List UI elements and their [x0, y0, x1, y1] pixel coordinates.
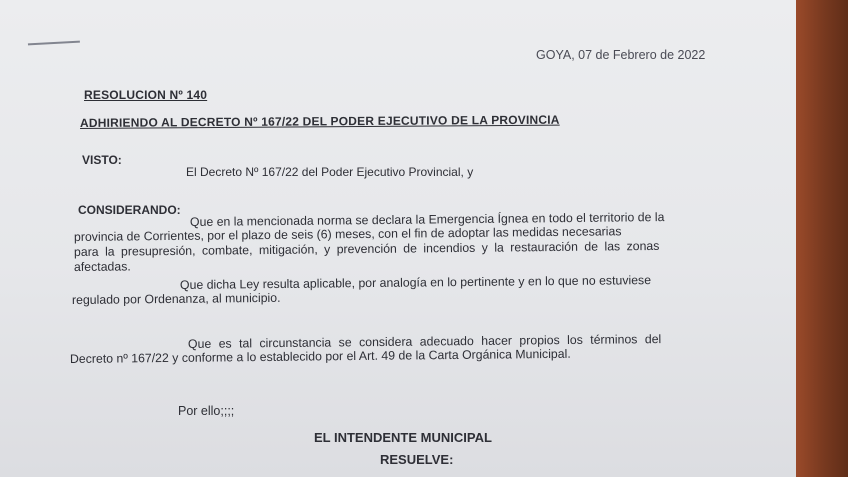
document-date: GOYA, 07 de Febrero de 2022	[536, 48, 706, 62]
considerando-line: Que es tal circunstancia se considera adecuado hacer propios los términos del	[187, 332, 662, 351]
considerando-label: CONSIDERANDO:	[78, 203, 181, 217]
desk-background	[796, 0, 848, 477]
resolution-subject: ADHIRIENDO AL DECRETO Nº 167/22 DEL PODER EJECUTIVO DE LA PROVINCIA	[79, 112, 560, 130]
visto-text: El Decreto Nº 167/22 del Poder Ejecutivo Provincial, y	[186, 165, 474, 179]
considerando-line: Decreto nº 167/22 y conforme a lo establecido por el Art. 49 de la Carta Orgánica Municipal.	[69, 346, 571, 366]
resuelve-heading: RESUELVE:	[380, 452, 454, 467]
considerando-line: para la presupresión, combate, mitigación, y prevención de incendios y la restauración de las zonas	[73, 238, 660, 259]
resolution-number: RESOLUCION Nº 140	[84, 88, 208, 102]
intendente-heading: EL INTENDENTE MUNICIPAL	[314, 430, 492, 445]
por-ello-text: Por ello;;;;	[178, 404, 235, 418]
considerando-line: afectadas.	[73, 259, 131, 274]
handwritten-mark	[28, 41, 80, 49]
considerando-line: regulado por Ordenanza, al municipio.	[71, 290, 281, 307]
considerando-line: Que en la mencionada norma se declara la Emergencia Ígnea en todo el territorio de la	[189, 210, 665, 229]
considerando-line: provincia de Corrientes, por el plazo de seis (6) meses, con el fin de adoptar las medidas necesarias	[73, 224, 622, 244]
visto-label: VISTO:	[82, 153, 122, 167]
considerando-line: Que dicha Ley resulta aplicable, por analogía en lo pertinente y en lo que no estuviese	[179, 273, 652, 292]
